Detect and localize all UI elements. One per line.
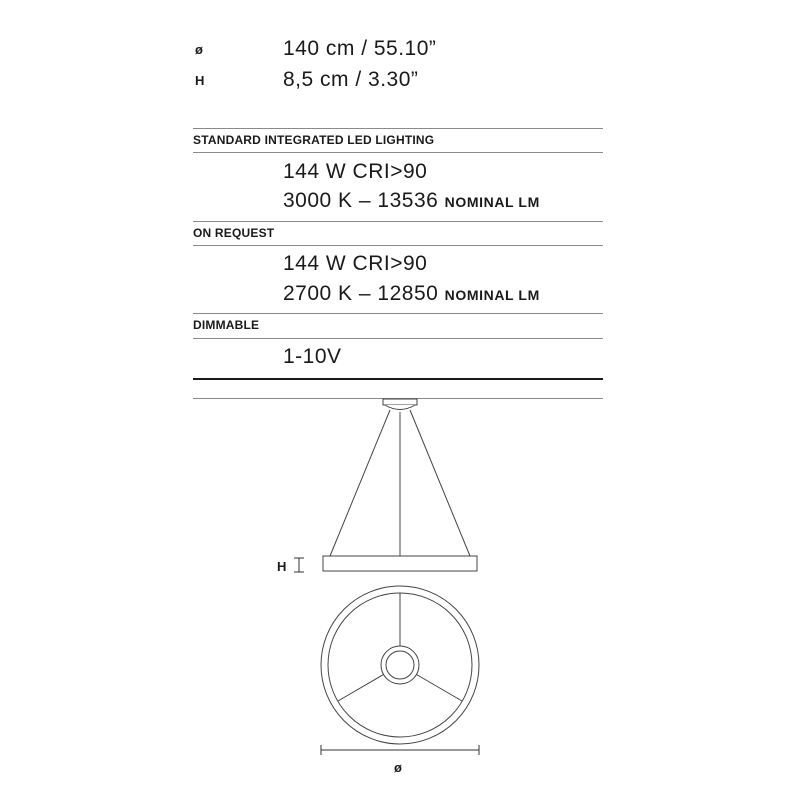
spec-power-standard: 144 W CRI>90 xyxy=(283,160,428,183)
section-heading-standard: STANDARD INTEGRATED LED LIGHTING xyxy=(193,133,435,147)
diameter-dimension-label: ø xyxy=(394,760,402,775)
diameter-dimension-marker xyxy=(321,745,479,755)
height-symbol: H xyxy=(195,73,205,88)
ring-top-view xyxy=(321,586,479,744)
section-heading-dimmable: DIMMABLE xyxy=(193,318,260,332)
diameter-value: 140 cm / 55.10” xyxy=(283,37,437,60)
spec-dimming-protocol: 1-10V xyxy=(283,345,342,368)
spec-lumen-unit: NOMINAL LM xyxy=(444,287,540,303)
suspension-cables xyxy=(330,410,470,556)
ring-side-view xyxy=(323,556,477,571)
spec-power-on-request: 144 W CRI>90 xyxy=(283,252,428,275)
diameter-symbol: ø xyxy=(195,42,203,57)
spec-lumen-value: 2700 K – 12850 xyxy=(283,282,439,305)
height-dimension-label: H xyxy=(277,559,287,574)
spec-lumen-unit: NOMINAL LM xyxy=(444,194,540,210)
spec-lumen-value: 3000 K – 13536 xyxy=(283,189,439,212)
height-value: 8,5 cm / 3.30” xyxy=(283,68,419,91)
section-heading-on-request: ON REQUEST xyxy=(193,226,275,240)
height-dimension-marker xyxy=(294,558,304,572)
ceiling-canopy xyxy=(383,399,417,410)
